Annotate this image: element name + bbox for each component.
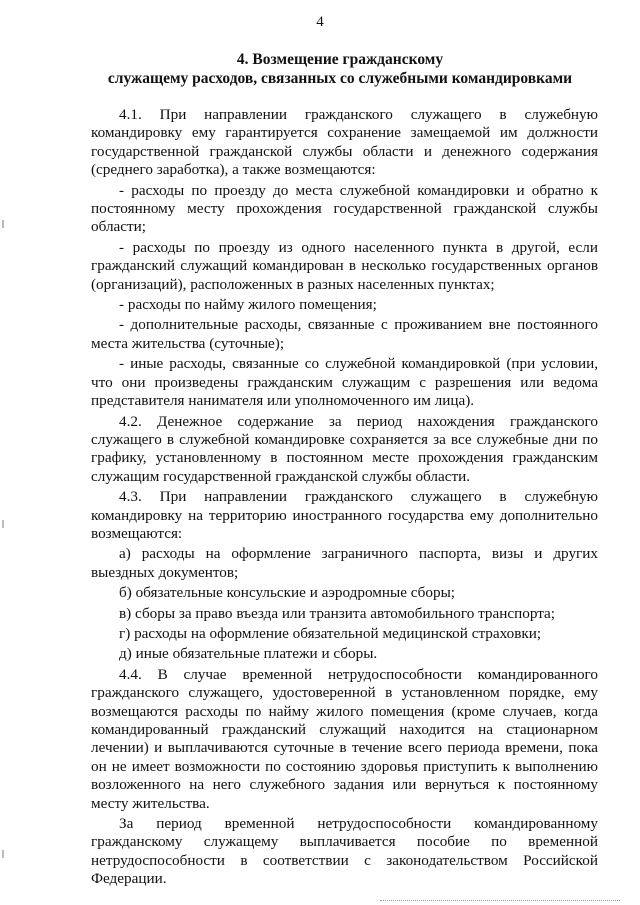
list-item-d: г) расходы на оформление обязательной медицинской страховки; (119, 624, 542, 642)
paragraph-sick-leave-benefit: За период временной нетрудоспособности командированному гражданскому служащему выплачивается пособие по временной нетрудоспособности в соответствии с законодательством Российской Федерации. (91, 815, 598, 888)
section-heading-line-2: служащему расходов, связанных со служебными командировками (107, 70, 573, 87)
paragraph-4-1: 4.1. При направлении гражданского служащего в служебную командировку ему гарантируется сохранение замещаемой им должности государственной гражданской службы области и денежного содержания (среднего заработка), а также возмещаются: (91, 106, 598, 179)
list-item-housing: - расходы по найму жилого помещения; (119, 296, 377, 314)
paragraph-4-4: 4.4. В случае временной нетрудоспособности командированного гражданского служащего, удостоверенной в установленном порядке, ему возмещаются расходы по найму жилого помещения (кроме случаев, когда командированный гражданский служащий находится на стационарном лечении) и выплачиваются суточные в течение всего периода времени, пока он не имеет возможности по состоянию здоровья приступить к выполнению возложенного на него служебного задания или вернуться к постоянному месту жительства. (91, 665, 598, 812)
section-heading (80, 50, 600, 88)
scan-edge-mark (2, 220, 4, 228)
paragraph-4-2: 4.2. Денежное содержание за период нахождения гражданского служащего в служебной командировке сохраняется за все служебные дни по графику, установленному в постоянном месте прохождения гражданским служащим государственной гражданской службы области. (91, 412, 598, 485)
paragraph-4-3: 4.3. При направлении гражданского служащего в служебную командировку на территорию иностранного государства ему дополнительно возмещаются: (91, 488, 598, 542)
page-number: 4 (316, 14, 324, 30)
list-item-c: в) сборы за право въезда или транзита автомобильного транспорта; (119, 604, 556, 622)
list-item-b: б) обязательные консульские и аэродромные сборы; (119, 584, 455, 602)
scan-artifact-line (380, 898, 620, 901)
list-item-per-diem: - дополнительные расходы, связанные с проживанием вне постоянного места жительства (суточные); (91, 316, 598, 352)
scan-edge-mark (2, 520, 4, 528)
scan-edge-mark (2, 850, 4, 858)
section-heading-line-1: 4. Возмещение гражданскому (236, 51, 444, 68)
list-item-intercity-travel: - расходы по проезду из одного населенного пункта в другой, если гражданский служащий командирован в несколько государственных органов (организаций), расположенных в разных населенных пунктах; (91, 238, 598, 293)
section-body (91, 106, 598, 889)
list-item-a: а) расходы на оформление заграничного паспорта, визы и других выездных документов; (91, 545, 598, 581)
list-item-e: д) иные обязательные платежи и сборы. (119, 645, 378, 663)
list-item-travel-expenses: - расходы по проезду до места служебной командировки и обратно к постоянному месту прохождения государственной гражданской службы области; (91, 181, 598, 236)
list-item-other-expenses: - иные расходы, связанные со служебной командировкой (при условии, что они произведены гражданским служащим с разрешения или ведома представителя нанимателя или уполномоченного им лица). (91, 355, 598, 410)
